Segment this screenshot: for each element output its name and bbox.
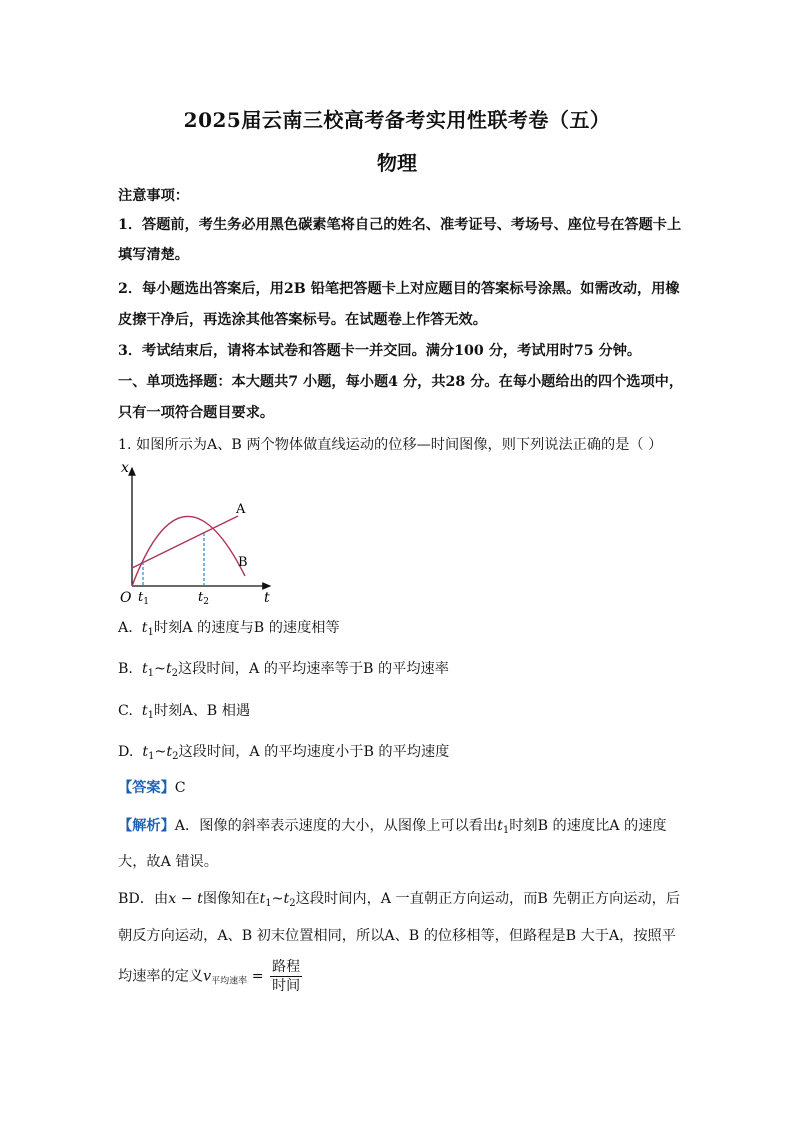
option-c: C. $t_1$时刻A、B 相遇 <box>118 703 251 721</box>
notice-heading: 注意事项： <box>118 188 189 204</box>
t2-label: $t_2$ <box>198 590 209 606</box>
fraction: $\frac{\text{路程}}{\text{时间}}$ <box>272 959 301 994</box>
x-axis-label: t <box>264 590 270 606</box>
exam-title: 2025届云南三校高考备考实用性联考卷（五） <box>183 108 611 132</box>
t1-label: $t_1$ <box>138 590 149 606</box>
section-1-line-1: 一、单项选择题：本大题共7 小题，每小题4 分，共28 分。在每小题给出的四个选项中， <box>118 374 684 390</box>
question-1-stem: 1. 如图所示为A、B 两个物体做直线运动的位移—时间图像，则下列说法正确的是（ ） <box>118 437 663 453</box>
analysis-line-2: 大，故A 错误。 <box>118 854 218 870</box>
label-a: A <box>236 502 246 517</box>
origin-label: O <box>120 590 132 606</box>
answer-tag: 【答案】 <box>118 780 175 796</box>
notice-item-2-line-2: 皮擦干净后，再选涂其他答案标号。在试题卷上作答无效。 <box>118 312 487 328</box>
option-a: A. $t_1$时刻A 的速度与B 的速度相等 <box>118 620 340 638</box>
line-a <box>132 516 238 568</box>
analysis-line-5: 均速率的定义$v_{平均速率}$ = $\frac{\text{路程}}{\text{时间}}$ <box>118 959 301 994</box>
analysis-tag: 【解析】 <box>118 818 175 834</box>
label-b: B <box>238 555 248 570</box>
analysis-line-1: 【解析】A．图像的斜率表示速度的大小，从图像上可以看出$t_1$时刻B 的速度比A 的速度 <box>118 818 667 836</box>
analysis-line-3: BD．由x − t图像知在$t_1\sim t_2$这段时间内，A 一直朝正方向运动，而B 先朝正方向运动，后 <box>118 891 681 909</box>
analysis-line-4: 朝反方向运动，A、B 初末位置相同，所以A、B 的位移相等，但路程是B 大于A，按照平 <box>118 928 676 944</box>
notice-item-1-line-1: 1．答题前，考生务必用黑色碳素笔将自己的姓名、准考证号、考场号、座位号在答题卡上 <box>118 217 682 233</box>
option-d: D. $t_1\sim t_2$这段时间，A 的平均速度小于B 的平均速度 <box>118 744 450 762</box>
xt-graph <box>112 456 282 606</box>
subject-title: 物理 <box>377 151 417 175</box>
answer-line <box>118 778 688 798</box>
answer-value: C <box>174 780 186 796</box>
notice-item-3: 3．考试结束后，请将本试卷和答题卡一并交回。满分100 分，考试用时75 分钟。 <box>118 343 642 359</box>
y-axis-label: x <box>121 460 129 476</box>
option-b: B. $t_1\sim t_2$这段时间，A 的平均速率等于B 的平均速率 <box>118 661 449 679</box>
notice-item-1-line-2: 填写清楚。 <box>118 247 189 263</box>
curve-b <box>132 516 245 586</box>
section-1-line-2: 只有一项符合题目要求。 <box>118 405 275 421</box>
notice-item-2-line-1: 2．每小题选出答案后，用2B 铅笔把答题卡上对应题目的答案标号涂黑。如需改动，用橡 <box>118 281 680 297</box>
